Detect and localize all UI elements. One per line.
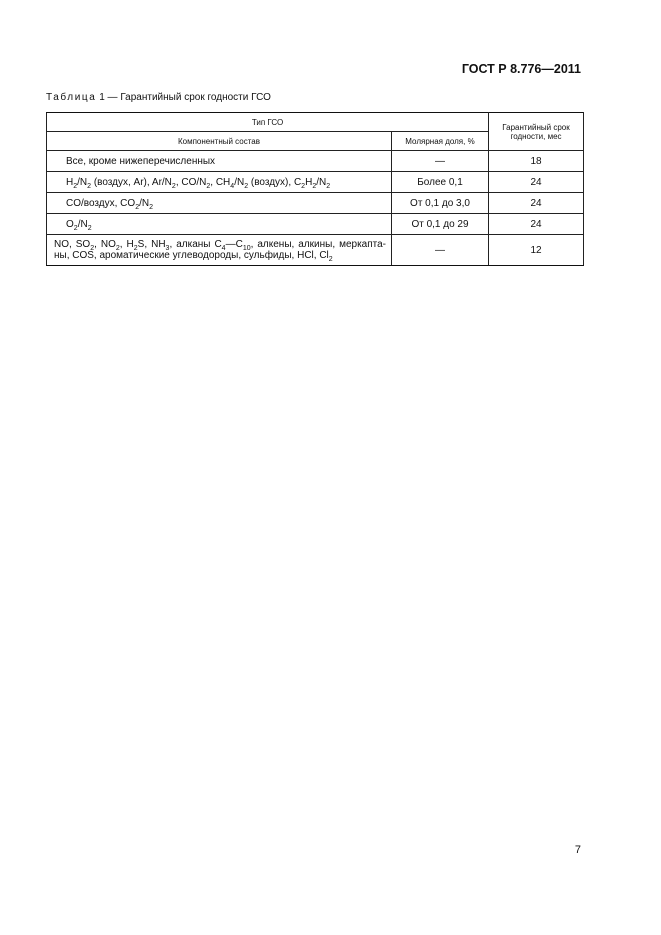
cell-shelf-life: 24: [489, 214, 584, 235]
table-row: [47, 172, 584, 193]
document-number: ГОСТ Р 8.776—2011: [461, 62, 581, 76]
cell-fraction: Более 0,1: [392, 172, 489, 193]
table-row: [47, 193, 584, 214]
header-composition: Компонентный состав: [47, 132, 392, 151]
cell-shelf-life: 18: [489, 151, 584, 172]
shelf-life-table: [46, 112, 584, 266]
table-row: [47, 214, 584, 235]
table-row: [47, 235, 584, 266]
table-caption-prefix: Таблица: [46, 92, 97, 103]
cell-fraction: От 0,1 до 3,0: [392, 193, 489, 214]
cell-fraction: —: [392, 235, 489, 266]
table-row: [47, 151, 584, 172]
page-number: 7: [574, 844, 581, 856]
cell-composition: $O_2/N_2$: [47, 214, 392, 235]
cell-shelf-life: 24: [489, 172, 584, 193]
cell-composition: $H_2/N_2$ (воздух, Ar), $Ar/N_2$, $CO/N_2$, $CH_4/N_2$ (воздух), $C_2H_2/N_2$: [47, 172, 392, 193]
table-caption: [46, 92, 271, 103]
header-fraction: Молярная доля, %: [392, 132, 489, 151]
cell-shelf-life: 12: [489, 235, 584, 266]
table-body: [47, 151, 584, 266]
cell-fraction: —: [392, 151, 489, 172]
cell-composition: CO/воздух, $CO_2/N_2$: [47, 193, 392, 214]
cell-composition: Все, кроме нижеперечисленных: [47, 151, 392, 172]
table-caption-text: 1 — Гарантийный срок годности ГСО: [99, 92, 271, 103]
cell-composition: NO, $SO_2$, $NO_2$, $H_2S$, $NH_3$, алканы $C_4—C_{10}$, алкены, алкины, меркапта-ны, COS, ароматические углеводороды, сульфиды, HCl, $Cl_2$: [47, 235, 392, 266]
cell-fraction: От 0,1 до 29: [392, 214, 489, 235]
header-shelf-life: Гарантийный срок годности, мес: [489, 113, 584, 151]
cell-shelf-life: 24: [489, 193, 584, 214]
header-type: Тип ГСО: [47, 113, 489, 132]
